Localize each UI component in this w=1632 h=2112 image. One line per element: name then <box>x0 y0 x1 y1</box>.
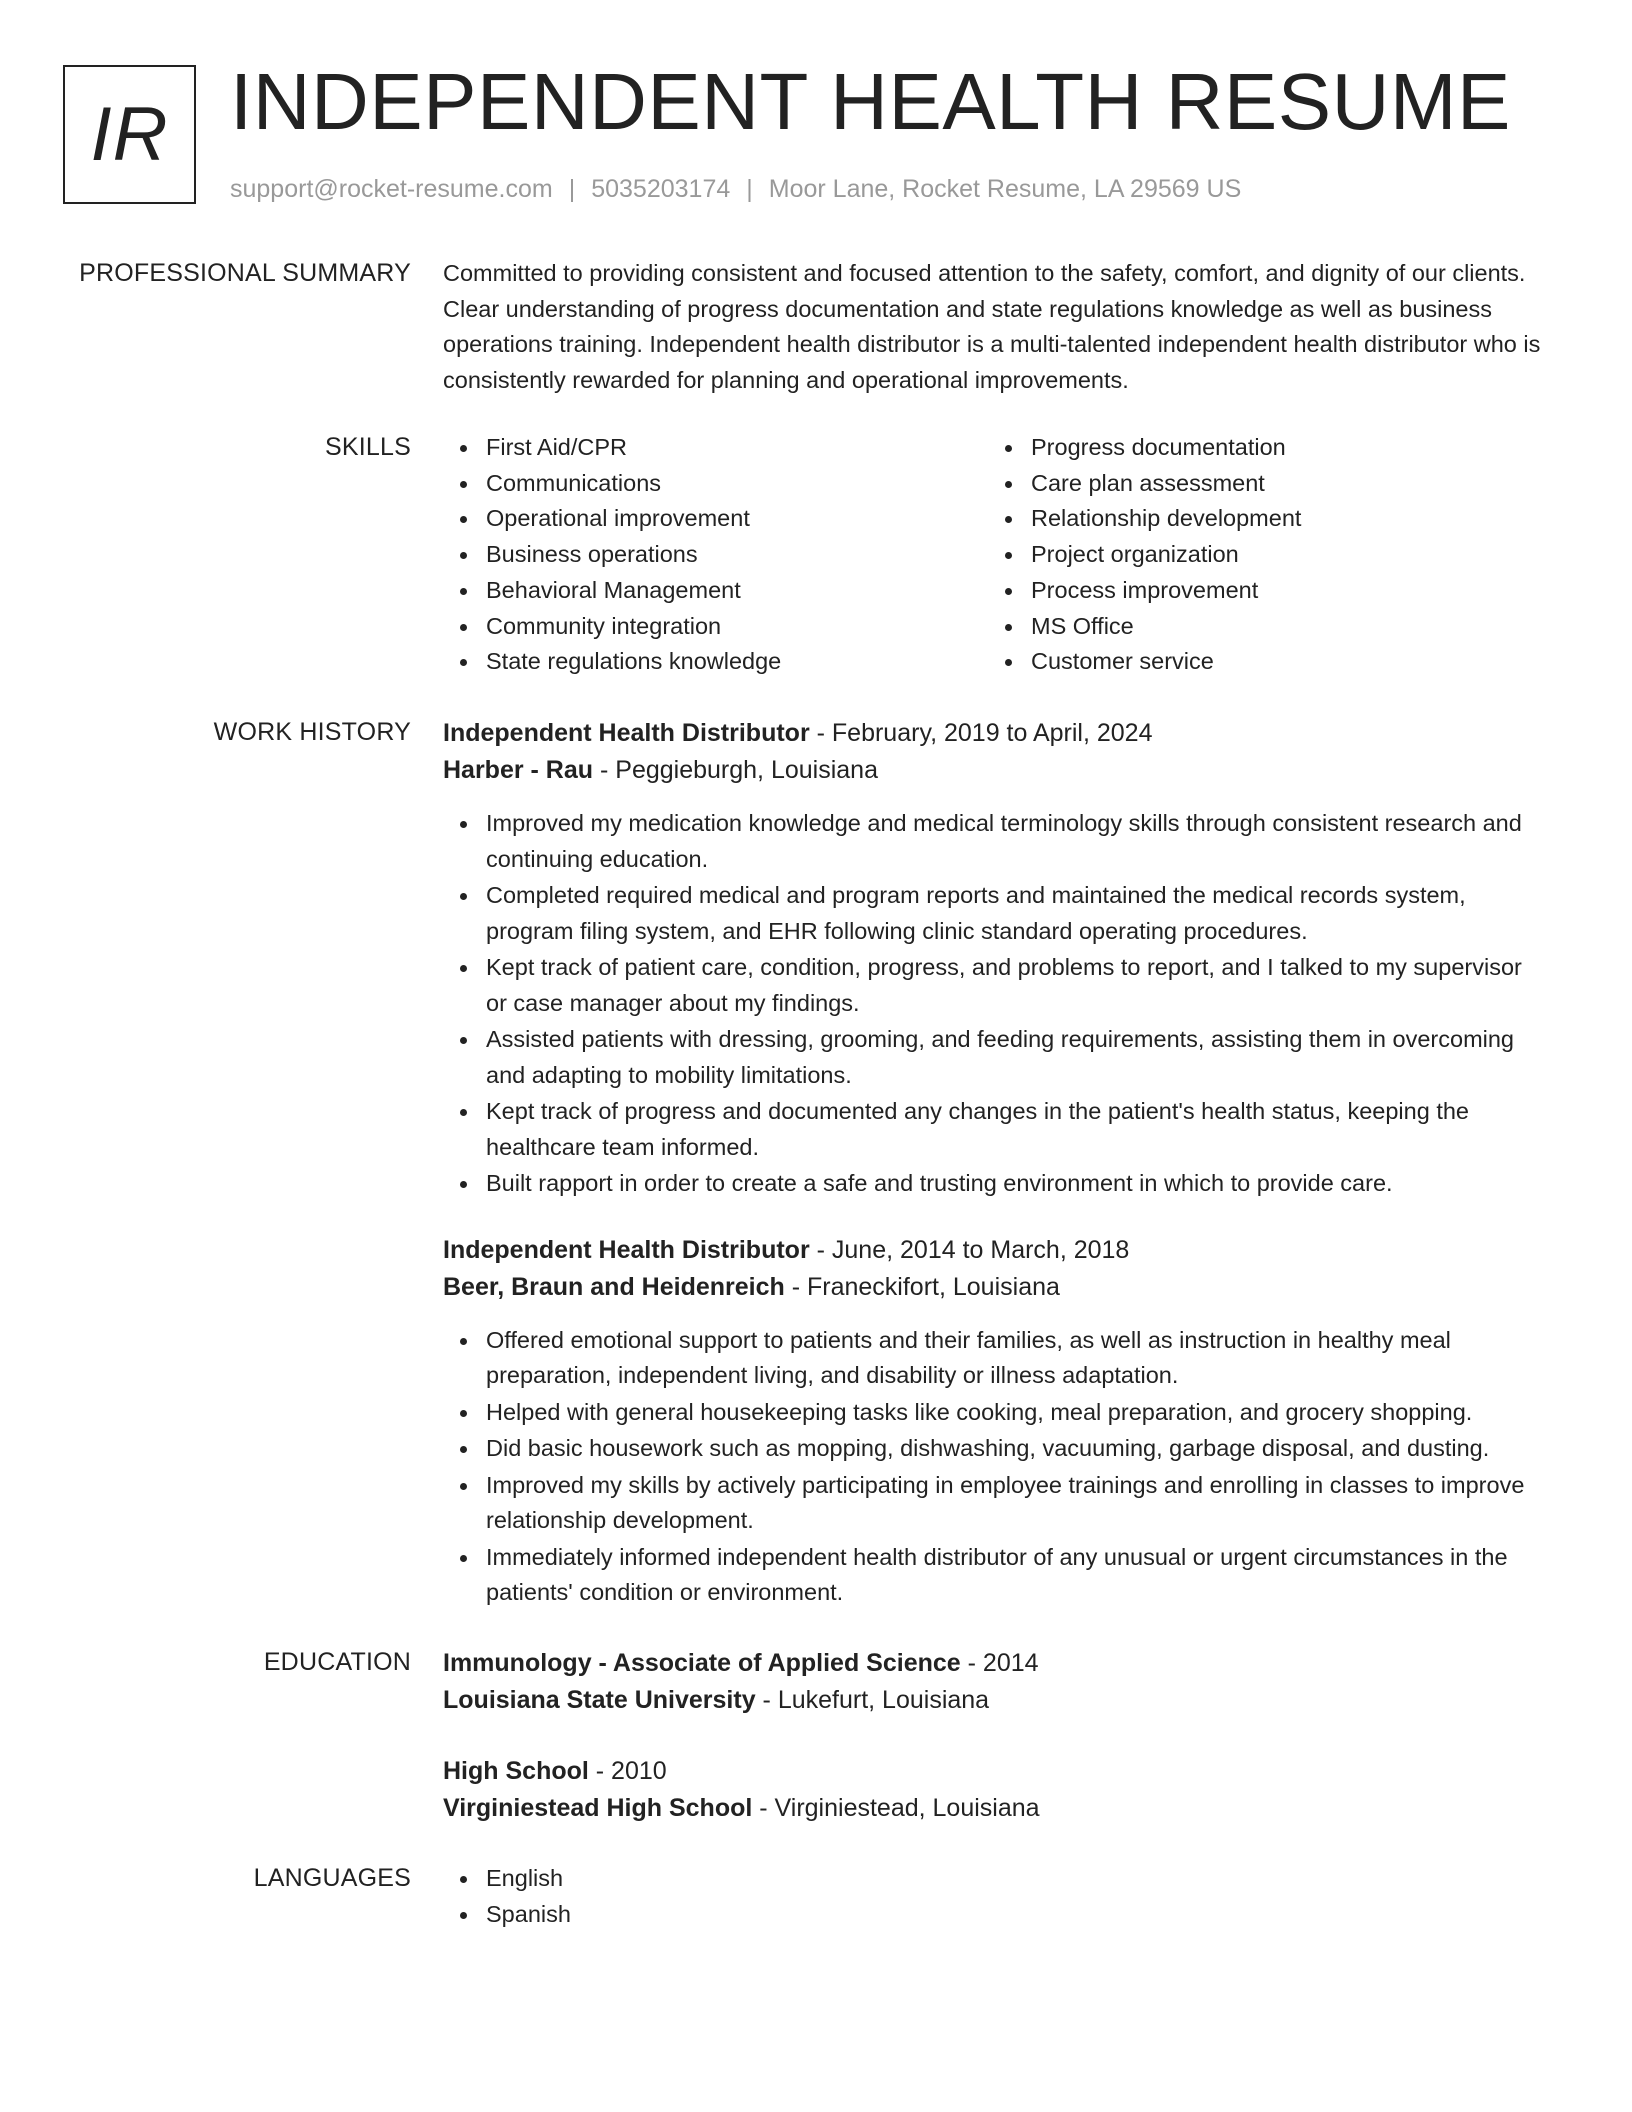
contact-separator: | <box>746 175 753 203</box>
education-school: Louisiana State University <box>443 1686 756 1714</box>
job-location: - Peggieburgh, Louisiana <box>593 756 878 784</box>
job-bullet: Improved my skills by actively participating in employee trainings and enrolling in classes to improve relationship development. <box>443 1468 1541 1539</box>
job-company: Beer, Braun and Heidenreich <box>443 1272 785 1301</box>
skill-item: First Aid/CPR <box>443 430 988 466</box>
job-bullet: Immediately informed independent health distributor of any unusual or urgent circumstances in the patients' condition or environment. <box>443 1540 1541 1611</box>
job-dates: - June, 2014 to March, 2018 <box>809 1235 1130 1264</box>
contact-line <box>230 172 1241 206</box>
job-company-line <box>443 1269 1541 1306</box>
skill-item: Business operations <box>443 537 988 573</box>
resume-title: INDEPENDENT HEALTH RESUME <box>230 57 1511 146</box>
education-year: - 2010 <box>588 1757 667 1785</box>
job-bullet: Completed required medical and program reports and maintained the medical records system, program filing system, and EHR following clinic standard operating procedures. <box>443 878 1541 949</box>
job-entry <box>443 1232 1541 1611</box>
job-title: Independent Health Distributor <box>443 719 810 747</box>
skills-list-right <box>988 430 1533 680</box>
job-bullet: Assisted patients with dressing, grooming, and feeding requirements, assisting them in overcoming and adapting to mobility limitations. <box>443 1022 1541 1093</box>
skill-item: MS Office <box>988 609 1533 645</box>
skill-item: Care plan assessment <box>988 466 1533 502</box>
job-bullet: Built rapport in order to create a safe and trusting environment in which to provide care. <box>443 1166 1541 1202</box>
skill-item: Project organization <box>988 537 1533 573</box>
contact-phone[interactable]: 5035203174 <box>591 175 731 203</box>
skill-item: Communications <box>443 466 988 502</box>
education-degree-line <box>443 1645 1541 1682</box>
section-label-skills: SKILLS <box>325 433 411 461</box>
job-bullet: Did basic housework such as mopping, dishwashing, vacuuming, garbage disposal, and dusting. <box>443 1431 1541 1467</box>
education-location: - Virginiestead, Louisiana <box>752 1794 1040 1822</box>
job-entry <box>443 715 1541 1202</box>
education-year: - 2014 <box>960 1649 1039 1677</box>
education-degree: Immunology - Associate of Applied Science <box>443 1649 961 1677</box>
job-dates: - February, 2019 to April, 2024 <box>809 719 1153 747</box>
skill-item: Operational improvement <box>443 501 988 537</box>
skill-item: Behavioral Management <box>443 573 988 609</box>
summary-text: Committed to providing consistent and focused attention to the safety, comfort, and dignity of our clients. Clear understanding of progress documentation and state regulations knowledge as well as business operations training. Independent health distributor is a multi-talented independent health distributor who is consistently rewarded for planning and operational improvements. <box>443 260 1541 393</box>
skill-item: Progress documentation <box>988 430 1533 466</box>
job-title-line <box>443 1232 1541 1269</box>
monogram-logo: IR <box>63 65 196 204</box>
work-body <box>443 715 1541 1612</box>
skill-item: Process improvement <box>988 573 1533 609</box>
education-entry <box>443 1753 1541 1827</box>
job-bullet: Improved my medication knowledge and medical terminology skills through consistent research and continuing education. <box>443 806 1541 877</box>
education-body <box>443 1645 1541 1827</box>
job-company: Harber - Rau <box>443 756 594 784</box>
skills-grid <box>443 430 1541 680</box>
job-bullet-list <box>443 806 1541 1202</box>
section-label-summary: PROFESSIONAL SUMMARY <box>79 259 411 287</box>
contact-email[interactable]: support@rocket-resume.com <box>230 175 553 203</box>
section-label-education: EDUCATION <box>263 1648 411 1676</box>
summary-body <box>443 256 1541 398</box>
skill-item: State regulations knowledge <box>443 644 988 680</box>
skill-item: Customer service <box>988 644 1533 680</box>
skills-body <box>443 430 1541 680</box>
languages-list <box>443 1861 1541 1932</box>
education-school-line <box>443 1790 1541 1827</box>
skill-item: Community integration <box>443 609 988 645</box>
section-label-work: WORK HISTORY <box>213 718 411 746</box>
job-location: - Franeckifort, Louisiana <box>784 1272 1060 1301</box>
education-location: - Lukefurt, Louisiana <box>755 1686 990 1714</box>
job-bullet: Helped with general housekeeping tasks like cooking, meal preparation, and grocery shopping. <box>443 1395 1541 1431</box>
contact-address: Moor Lane, Rocket Resume, LA 29569 US <box>768 175 1242 203</box>
section-label-languages: LANGUAGES <box>253 1864 411 1892</box>
job-bullet: Kept track of progress and documented any changes in the patient's health status, keeping the healthcare team informed. <box>443 1094 1541 1165</box>
job-bullet-list <box>443 1323 1541 1611</box>
job-company-line <box>443 752 1541 789</box>
education-degree: High School <box>443 1757 589 1785</box>
language-item: English <box>443 1861 1541 1897</box>
job-title-line <box>443 715 1541 752</box>
job-title: Independent Health Distributor <box>443 1235 810 1264</box>
languages-body <box>443 1861 1541 1932</box>
skill-item: Relationship development <box>988 501 1533 537</box>
contact-separator: | <box>568 175 576 203</box>
education-degree-line <box>443 1753 1541 1790</box>
job-bullet: Kept track of patient care, condition, progress, and problems to report, and I talked to my supervisor or case manager about my findings. <box>443 950 1541 1021</box>
skills-list-left <box>443 430 988 680</box>
education-entry <box>443 1645 1541 1719</box>
language-item: Spanish <box>443 1897 1541 1933</box>
education-school-line <box>443 1682 1541 1719</box>
job-bullet: Offered emotional support to patients and their families, as well as instruction in healthy meal preparation, independent living, and disability or illness adaptation. <box>443 1323 1541 1394</box>
education-school: Virginiestead High School <box>443 1794 753 1822</box>
